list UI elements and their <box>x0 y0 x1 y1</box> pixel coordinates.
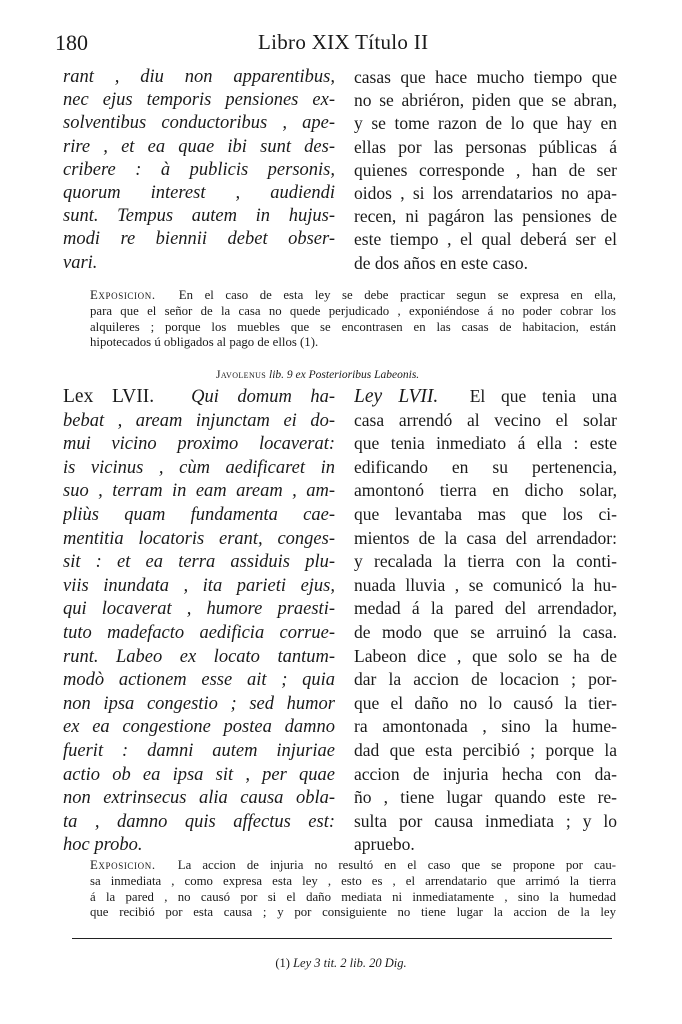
spanish-ley-57-first-line <box>354 385 617 409</box>
latin-text-line: sit : et ea terra assiduis plu- <box>63 552 335 573</box>
latin-text-line: rant , diu non apparentibus, <box>63 67 335 87</box>
exposicion-1-first-line <box>90 288 616 304</box>
exposicion-note-2 <box>90 858 616 921</box>
latin-text-line: modò actionem esse ait ; quia <box>63 670 335 691</box>
spanish-text-line: de modo que se arruinó la casa. <box>354 621 617 642</box>
spanish-text-line: y recalada la tierra con la conti- <box>354 551 617 572</box>
spanish-text-line: mientos de la casa del arrendador: <box>354 527 617 548</box>
latin-lex-57-first-line <box>63 385 335 410</box>
spanish-ley-57-first-text: El que tenia una <box>469 386 617 406</box>
latin-text-line: cribere : à publicis personis, <box>63 159 335 180</box>
spanish-text-line: recen, ni pagáron las pensiones de <box>354 206 617 227</box>
latin-text-line: bebat , aream injunctam ei do- <box>63 410 335 431</box>
footnote <box>0 956 682 971</box>
spanish-text-line: nuada lluvia , se comunicó la hu- <box>354 574 617 595</box>
spanish-text-line: quienes corresponde , han de ser <box>354 159 617 180</box>
exposicion-1-label: Exposicion. <box>90 288 156 302</box>
exposicion-2-first-line-text: La accion de injuria no resultó en el caso que se propone por cau- <box>177 858 616 872</box>
spanish-text-line: medad á la pared del arrendador, <box>354 598 617 619</box>
page-number: 180 <box>55 30 88 55</box>
source-author: Javolenus <box>216 369 267 381</box>
exposicion-1-line: alquileres ; porque los muebles que se encontrasen en las casas de habitacion, están <box>90 319 616 334</box>
latin-text-line: rire , et ea quae ibi sunt des- <box>63 136 335 157</box>
exposicion-1-first-line-text: En el caso de esta ley se debe practicar segun se expresa en ella, <box>178 288 616 302</box>
spanish-text-line: que el daño no lo causó la tier- <box>354 692 617 713</box>
exposicion-2-first-line <box>90 858 616 874</box>
spanish-text-line: casas que hace mucho tiempo que <box>354 67 617 87</box>
latin-text-line: non extrinsecus alia causa obla- <box>63 788 335 809</box>
spanish-text-line: de dos años en este caso. <box>354 252 528 273</box>
spanish-text-line: dar la accion de locacion ; por- <box>354 669 617 690</box>
spanish-text-line: edificando en su pertenencia, <box>354 456 617 477</box>
footnote-reference: Ley 3 tit. 2 lib. 20 Dig. <box>293 956 407 970</box>
source-work: lib. 9 ex Posterioribus Labeonis. <box>269 369 420 381</box>
exposicion-2-label: Exposicion. <box>90 858 156 872</box>
exposicion-1-line: para que el señor de la casa no quede perjudicado , exponiéndose á no poder cobrar los <box>90 303 616 318</box>
latin-text-line: sunt. Tempus autem in hujus- <box>63 206 335 227</box>
exposicion-1-line: hipotecados ú obligados al pago de ellos (1). <box>90 335 319 350</box>
latin-text-line: fuerit : damni autem injuriae <box>63 740 335 761</box>
latin-text-line: actio ob ea ipsa sit , per quae <box>63 764 335 785</box>
latin-text-line: quorum interest , audiendi <box>63 183 335 204</box>
running-head: Libro XIX Título II <box>258 30 429 54</box>
spanish-text-line: ra amontonada , sino la hume- <box>354 716 617 737</box>
spanish-column-ley-57 <box>354 385 617 857</box>
source-attribution <box>216 369 419 381</box>
spanish-text-line: que tenia inmediato á ella : este <box>354 433 617 454</box>
latin-text-line: mentitia locatoris erant, conges- <box>63 528 335 549</box>
latin-text-line: vari. <box>63 252 98 273</box>
spanish-text-line: dad que esta percibió ; porque la <box>354 739 617 760</box>
latin-text-line: viis inundata , ita parieti ejus, <box>63 575 335 596</box>
exposicion-2-line: á la pared , no causó por si el daño mediata ni inmediatamente , sino la humedad <box>90 889 616 904</box>
exposicion-note-1 <box>90 288 616 351</box>
ley-57-title: Ley LVII. <box>354 386 439 407</box>
latin-column-lex-57 <box>63 385 335 858</box>
latin-text-line: mui vicino proximo locaverat: <box>63 434 335 455</box>
spanish-text-line: este tiempo , el qual deberá ser el <box>354 229 617 250</box>
spanish-text-line: amontonó tierra en dicho solar, <box>354 480 617 501</box>
footnote-marker: (1) <box>275 956 290 970</box>
spanish-text-line: ño , tiene lugar quando este re- <box>354 787 617 808</box>
page-header <box>0 30 682 60</box>
latin-text-line: ta , damno quis affectus est: <box>63 811 335 832</box>
latin-text-line: solventibus conductoribus , ape- <box>63 113 335 134</box>
spanish-text-line: oidos , si los arrendatarios no apa- <box>354 183 617 204</box>
spanish-text-line: Labeon dice , que solo se ha de <box>354 645 617 666</box>
spanish-text-line: sulta por causa inmediata ; y lo <box>354 810 617 831</box>
latin-text-line: non ipsa congestio ; sed humor <box>63 693 335 714</box>
spanish-text-line: y se tome razon de lo que hay en <box>354 113 617 134</box>
exposicion-2-line: sa inmediata , como expresa esta ley , esto es , el arrendatario que arrimó la tierra <box>90 873 616 888</box>
footnote-rule <box>72 938 612 939</box>
latin-text-line: pliùs quam fundamenta cae- <box>63 504 335 525</box>
spanish-text-line: apruebo. <box>354 834 415 855</box>
spanish-text-line: no se abriéron, piden que se abran, <box>354 90 617 111</box>
latin-text-line: tuto madefacto aedificia corrue- <box>63 622 335 643</box>
latin-text-line: nec ejus temporis pensiones ex- <box>63 90 335 111</box>
spanish-text-line: que levantaba mas que los ci- <box>354 503 617 524</box>
spanish-column-continuation <box>354 66 617 275</box>
latin-text-line: ex ea congestione postea damno <box>63 717 335 738</box>
spanish-text-line: accion de injuria hecha con da- <box>354 763 617 784</box>
latin-text-line: suo , terram in eam aream , am- <box>63 481 335 502</box>
latin-text-line: hoc probo. <box>63 835 143 856</box>
latin-text-line: runt. Labeo ex locato tantum- <box>63 646 335 667</box>
spanish-text-line: casa arrendó al vecino el solar <box>354 409 617 430</box>
exposicion-2-line: que recibió por esta causa ; y por consiguiente no tiene lugar la accion de la ley <box>90 905 616 920</box>
latin-text-line: qui locaverat , humore praesti- <box>63 599 335 620</box>
latin-text-line: is vicinus , cùm aedificaret in <box>63 457 335 478</box>
latin-lex-57-first-text: Qui domum ha- <box>191 387 335 407</box>
latin-text-line: modi re biennii debet obser- <box>63 229 335 250</box>
lex-57-title: Lex LVII. <box>63 386 155 407</box>
spanish-text-line: ellas por las personas públicas á <box>354 136 617 157</box>
latin-column-continuation <box>63 66 335 275</box>
